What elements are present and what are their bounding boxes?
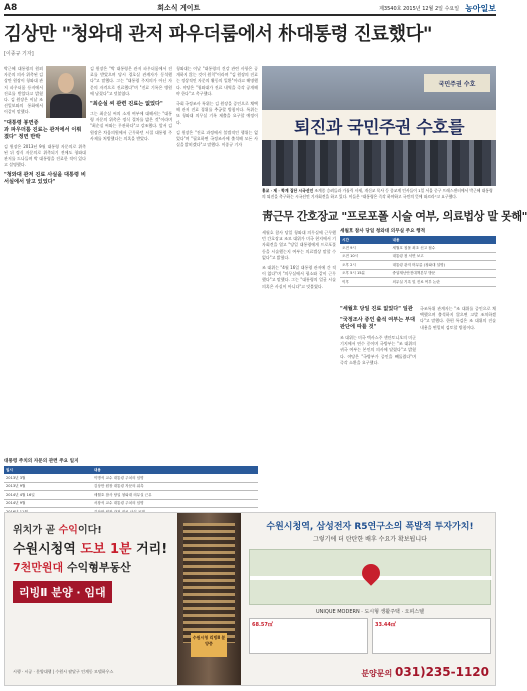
location-map — [249, 549, 491, 605]
page-number: A8 — [4, 3, 18, 13]
caption-title: 홍교 · 제 · 학계 집단 시국선언 — [262, 188, 314, 193]
table-title: 대통령 주치의 자문의 관련 주요 일지 — [4, 459, 79, 464]
article-paragraph: 국조특위 관계자는 "조 대위를 증인으로 채택했으며 출석하지 않으면 고발 조치하겠다"고 말했다. 한편 특검은 조 대위의 진술 내용을 면밀히 검토할 방침이다. — [420, 306, 496, 330]
table-row — [340, 252, 496, 261]
ad-line-1 — [13, 521, 169, 536]
article-paragraph: 국회 국정조사 특위는 김 원장을 증인으로 채택해 관저 진료 경위를 추궁할 방침이다. 특위는 또 청와대 의무실 기록 제출을 요구할 예정이다. — [176, 101, 258, 125]
article-subhead: "청와대 관저 진료 사실을 대통령 비서실에서 알고 있었다" — [4, 172, 86, 186]
article-subhead: "최순실 씨 관련 진료는 없었다" — [90, 101, 163, 108]
table-cell: 세월호 참사 당일 청와대 의무실 근무 — [92, 491, 258, 500]
article2-column-2 — [340, 306, 416, 366]
ad-builder: 시행 · 시공 · 분양대행 | 수원시 팔달구 인계동 모델하우스 — [13, 669, 114, 674]
photo-banner-text: 퇴진과 국민주권 수호를 — [293, 117, 465, 138]
table-cell: 서창석 교수 대통령 주치의 임명 — [92, 499, 258, 508]
table-cell: 대통령 첫 서면 보고 — [390, 252, 496, 261]
ad-text: 거리! — [131, 542, 168, 557]
portrait-face — [58, 73, 74, 93]
article-column-2 — [90, 66, 172, 142]
article-paragraph: 김 원장은 "진료 과정에서 불법적인 행위는 없었다"며 "필요하면 국정조사에 출석해 모든 사실을 밝히겠다"고 말했다. 이종규 기자 — [176, 129, 258, 148]
ad-line-2 — [13, 538, 169, 557]
table-row — [4, 499, 258, 508]
table-header: 내용 — [390, 236, 496, 244]
table-title: 세월호 참사 당일 청와대 의무실 주요 행적 — [340, 229, 426, 234]
table-cell: 대통령 관저 머무름 (청와대 설명) — [390, 261, 496, 270]
second-headline: 靑근무 간호장교 "프로포폴 시술 여부, 의료법상 말 못해" — [262, 209, 527, 223]
data-table — [340, 236, 496, 287]
photo-caption — [262, 188, 496, 199]
table-row — [340, 244, 496, 252]
article-subhead: "대통령 봉면증과 파우더룸 진료는 관저에서 이뤄졌다" 정면 반박 — [4, 119, 82, 140]
newspaper-name: 농아일보 — [465, 3, 496, 13]
floor-plan: 33.44㎡ — [372, 618, 491, 654]
building-windows — [183, 523, 235, 643]
ad-info — [249, 519, 491, 654]
table-header: 내용 — [92, 466, 258, 474]
ad-highlight: 수익 — [58, 525, 78, 536]
article-paragraph: 조 대위는 "4월 16일 대통령 관저에 간 적이 없다"며 "의무실에서 평소와 같이 근무했다"고 말했다. 그는 "대통령의 얼굴 시술 의혹은 사실이 아니다"고 덧붙였다. — [262, 265, 336, 289]
portrait-photo — [46, 66, 86, 118]
table-row — [340, 269, 496, 278]
table-cell: 2014년 9월 — [4, 499, 92, 508]
ad-unique-text: UNIQUE MODERN · 도시형 생활주택 · 오피스텔 — [316, 609, 424, 615]
advertisement[interactable] — [4, 512, 496, 686]
caption-text: 조계종 승려들과 가톨릭 사제, 개신교 목사 등 종교계 인사들이 1일 서울 중구 프레스센터에서 박근혜 대통령의 퇴진을 촉구하는 시국선언 기자회견을 하고 있다. 이들은 "대통령은 즉각 하야하고 국민의 뜻에 따르라"고 요구했다. — [262, 188, 493, 199]
map-pin-icon — [358, 560, 383, 585]
table-cell: 중앙재난안전대책본부 방문 — [390, 269, 496, 278]
table-header: 일시 — [4, 466, 92, 474]
ad-line-3 — [13, 559, 169, 575]
ad-highlight: 도보 1분 — [80, 542, 132, 557]
article-column-3 — [176, 66, 258, 148]
table-row — [4, 491, 258, 500]
table-row — [4, 482, 258, 491]
ad-text: 수원시청역 — [13, 542, 81, 557]
protest-photo — [262, 66, 496, 186]
table-cell: 오후 5시 15분 — [340, 269, 390, 278]
floor-plan: 68.57㎡ — [249, 618, 368, 654]
article2-column-3 — [420, 306, 496, 331]
ad-highlight: 7천만원대 — [13, 561, 64, 574]
headline-title: 김상만 "청와대 관저 파우더룸에서 朴대통령 진료했다" — [4, 24, 432, 45]
page-header — [4, 2, 496, 16]
table-row — [4, 474, 258, 482]
article-paragraph: 조 대위는 미국 텍사스주 샌안토니오의 미군 기지에서 연수 중이며 국방부는 "조 대위의 귀국 여부는 본인의 의사에 달렸다"고 밝혔다. 야당은 "국방부가 증인을 빼돌렸다"며 즉각 소환을 요구했다. — [340, 335, 416, 365]
ad-info-subtitle: 그렇기에 더 탄탄한 배후 수요가 확보됩니다 — [313, 536, 427, 543]
section-title: 희소식 게이트 — [157, 4, 201, 12]
table-cell: 2013년 9월 — [4, 482, 92, 491]
table-cell: 김상만 원장 대통령 자문의 위촉 — [92, 482, 258, 491]
ad-text: 수익형부동산 — [63, 561, 131, 574]
ad-text: 이다! — [77, 525, 102, 536]
article-paragraph: 청와대는 이날 "대통령의 건강 관련 사항은 공개하지 않는 것이 원칙"이라며 "김 원장의 진료는 정상적인 자문의 활동의 일환"이라고 해명했다. 야당은 "청와대가 진료 내역을 즉각 공개해야 한다"고 촉구했다. — [176, 66, 258, 96]
ad-info-title: 수원시청역, 삼성전자 R5연구소의 폭발적 투자가치! — [266, 522, 474, 532]
phone-number: 031)235-1120 — [395, 665, 489, 679]
table-cell: 2013년 3월 — [4, 474, 92, 482]
table-cell: 오후 2시 — [340, 261, 390, 270]
table-cell: 2014년 4월 16일 — [4, 491, 92, 500]
article2-column-1 — [262, 230, 336, 290]
ad-text: 위치가 곧 — [13, 525, 59, 536]
table-cell: 의무실 기록 및 진료 여부 논란 — [390, 278, 496, 287]
table-cell: 이병석 교수 대통령 주치의 임명 — [92, 474, 258, 482]
byline: [이종규 기자] — [4, 51, 34, 57]
article-column-1 — [4, 66, 86, 189]
photo-crowd — [262, 140, 496, 186]
portrait-suit — [50, 94, 82, 118]
timeline-table-right — [340, 228, 496, 287]
article-paragraph: 박근혜 대통령의 원외자문의 의사 위촉된 김상만 원장이 청와대 관저 파우더룸 등지에서 진료를 받았다고 밝혔다. 김 원장은 이날 조선일보와의 통화에서 이같이 말했다. — [4, 66, 43, 115]
table-row — [340, 261, 496, 270]
issue-date: 제3540호 2015년 12월 2일 수요일 — [379, 5, 460, 12]
building-image — [177, 513, 241, 685]
table-cell: 세월호 침몰 최초 신고 접수 — [390, 244, 496, 252]
data-table — [4, 466, 258, 517]
article-paragraph: 김 원장은 "박 대통령은 관저 파우더룸에서 진료를 받았으며 당시 경호실 관계자가 동석했다"고 말했다. 그는 "대통령 주치의가 아닌 자문의 자격으로 진료했다"며 "진료 기록은 병원에 남겼다"고 덧붙였다. — [90, 66, 172, 96]
photo-banner — [262, 110, 496, 140]
pull-quote: "세월호 당일 진료 없었다" 일관 — [340, 306, 413, 312]
article-paragraph: 세월호 참사 당일 청와대 의무실에 근무했던 간호장교 조모 대위가 미국 현지에서 기자회견을 열고 "당일 대통령에게 프로포폴 등을 시술했는지 여부는 의료법상 말할 수 없다"고 밝혔다. — [262, 230, 336, 260]
table-cell: 오전 10시 — [340, 252, 390, 261]
table-header: 시간 — [340, 236, 390, 244]
building-sign: 수원시청 리빙Ⅱ 분양중 — [191, 633, 227, 657]
ad-copy — [13, 521, 169, 603]
ad-phone[interactable] — [361, 665, 489, 679]
phone-label: 분양문의 — [361, 669, 396, 678]
table-cell: 이후 — [340, 278, 390, 287]
table-row — [340, 278, 496, 287]
table-cell: 오전 9시 — [340, 244, 390, 252]
floor-plans — [249, 618, 491, 654]
article-paragraph: 그는 최순실 씨의 소개 여부에 대해서는 "대통령 자문의 위촉은 정식 절차를 밟은 것"이라며 "최순실 씨와는 무관하다"고 강조했다. 앞서 김 원장은 차움의원에서 근무하던 시절 대통령 주사제를 처방했다는 의혹을 받았다. — [90, 111, 172, 141]
main-headline — [4, 20, 496, 64]
article-paragraph: 김 원장은 2013년 9월 대통령 자문의로 위촉된 뒤 정식 자문의로 위촉되기 전에도 청와대 관저를 드나들며 박 대통령을 진료한 적이 있다고 설명했다. — [4, 143, 86, 168]
ad-footer — [13, 665, 489, 679]
photo-banner-small: 국민주권 수호 — [424, 74, 490, 92]
ad-brand: 리빙Ⅱ 분양 · 임대 — [13, 581, 112, 603]
pull-quote: "국정조사 증인 출석 여부는 부대 판단에 따를 것" — [340, 317, 416, 330]
